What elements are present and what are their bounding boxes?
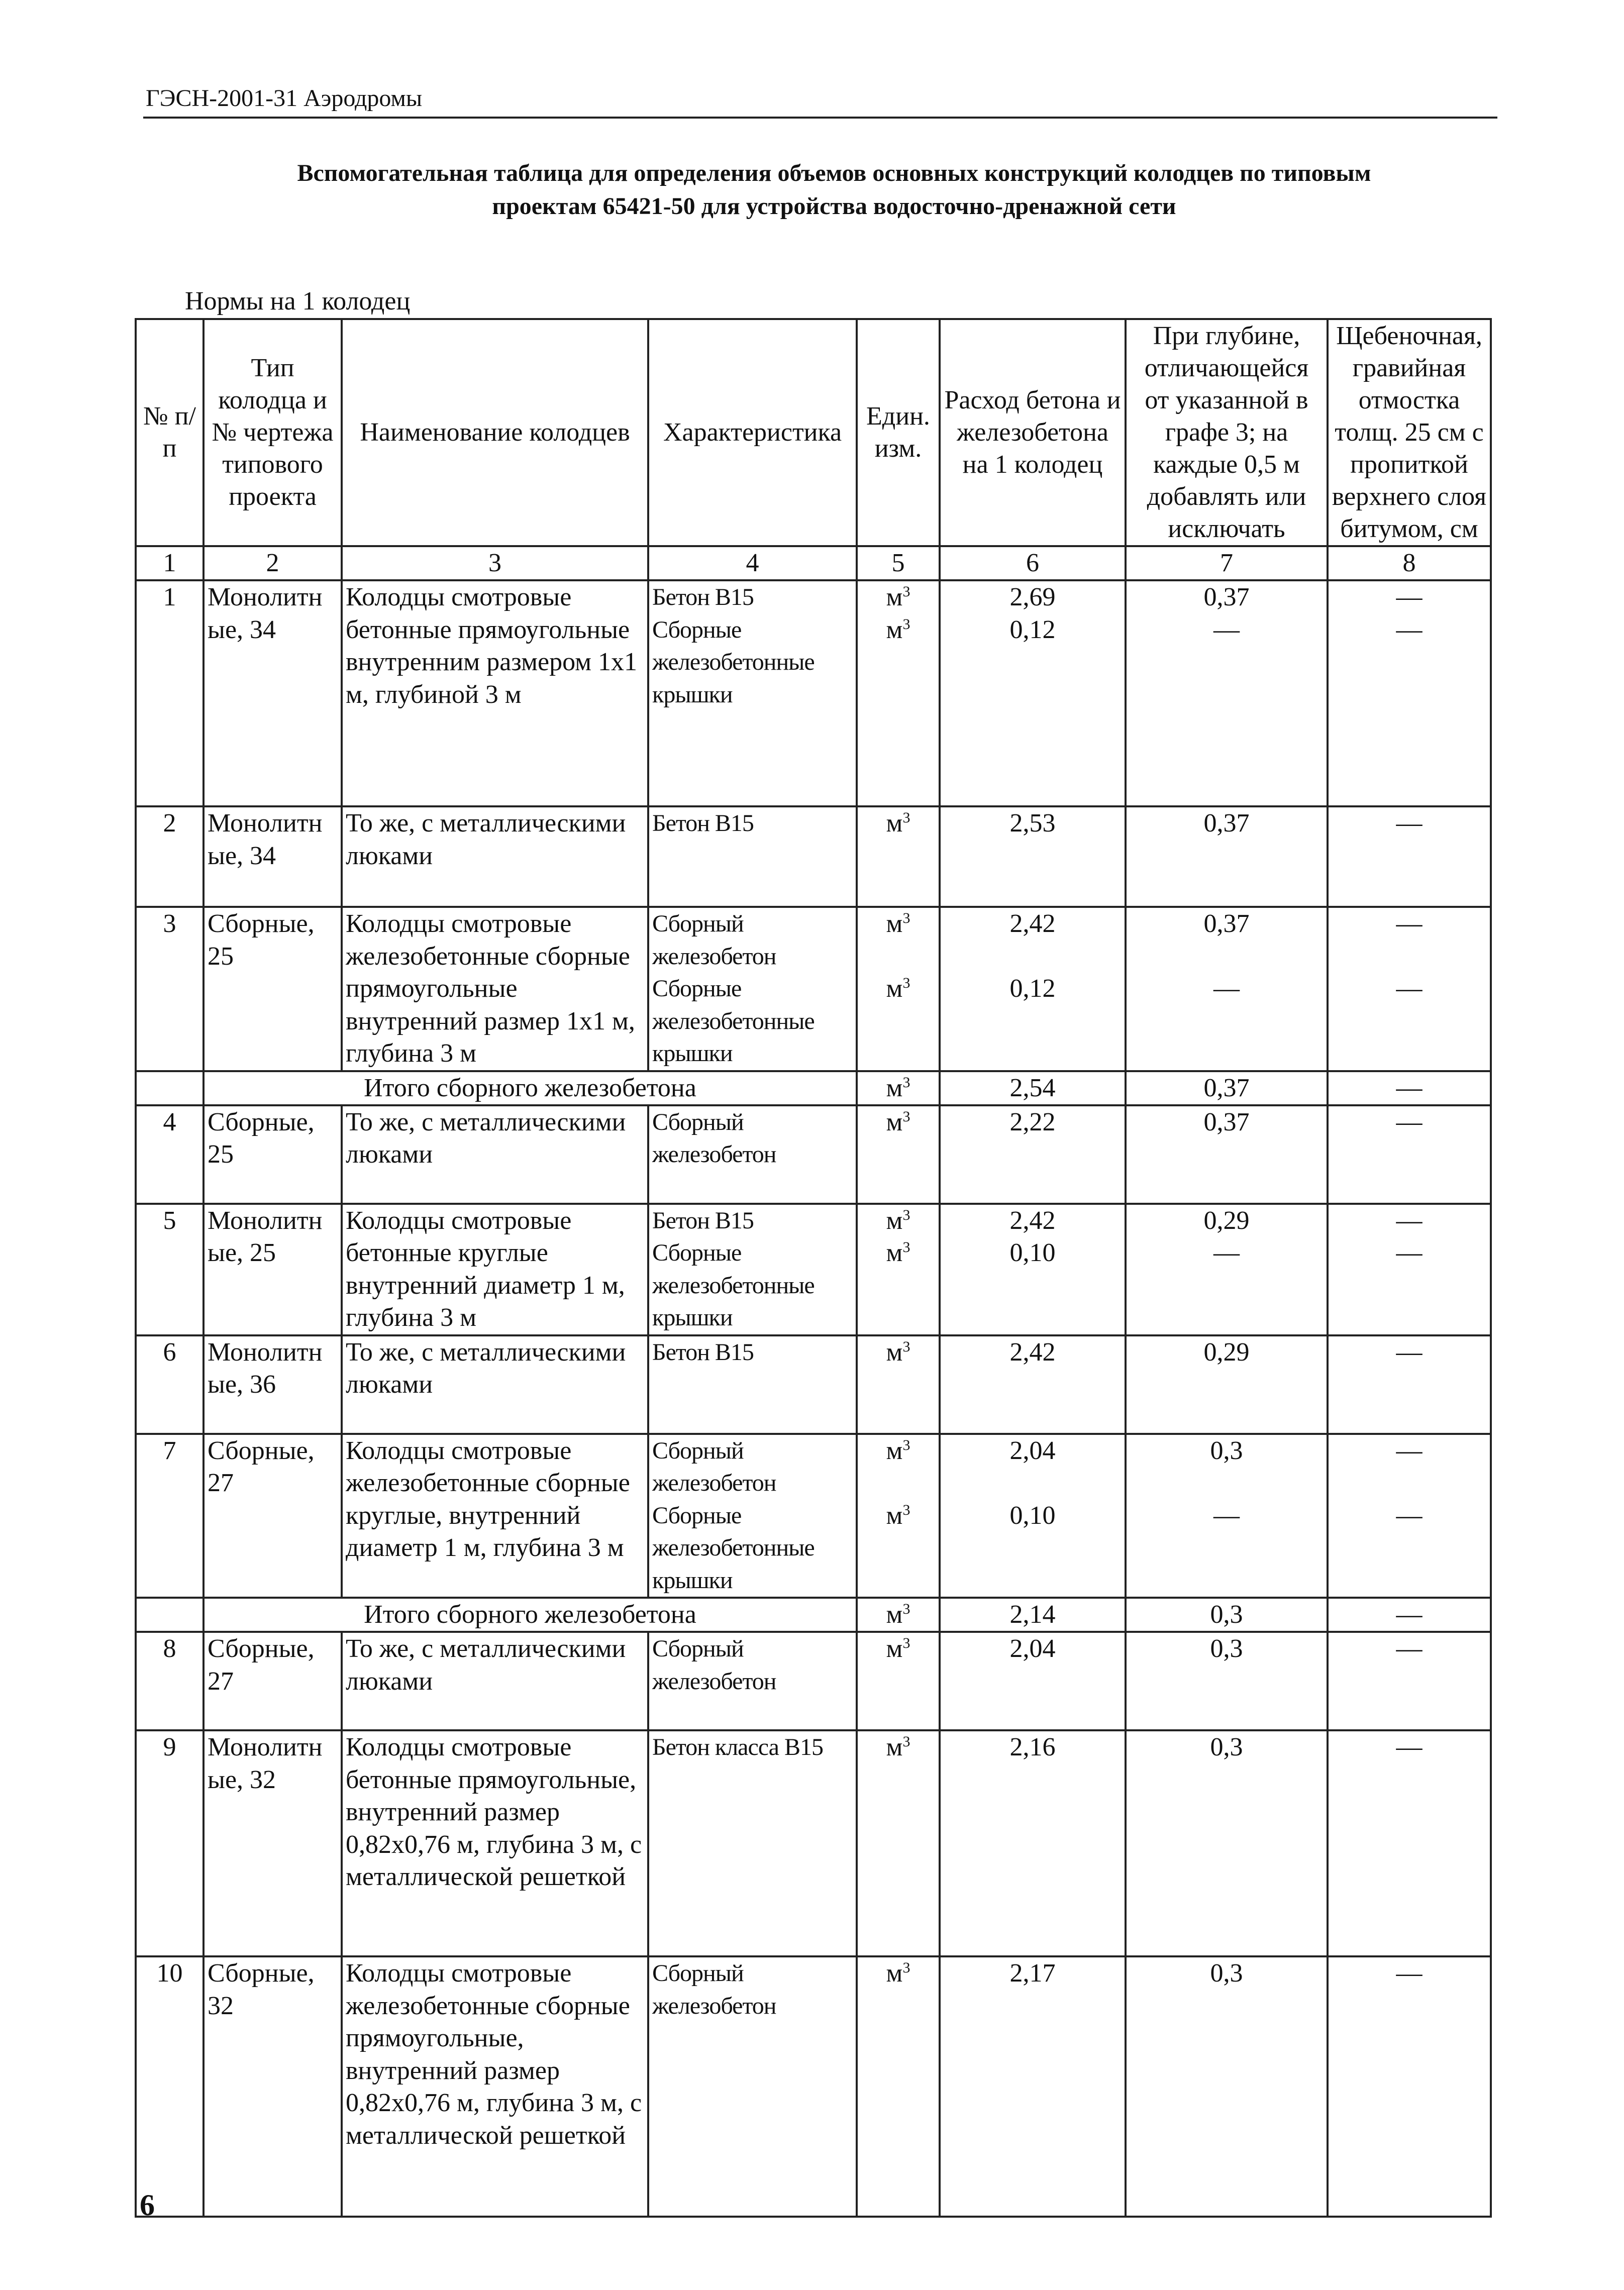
page-number: 6 <box>140 2189 155 2222</box>
unit-text: $м^3$ <box>886 1600 910 1629</box>
characteristic-primary: Бетон В15 <box>652 584 754 610</box>
unit-text: $м^3$ <box>886 1107 910 1136</box>
depth-primary: 0,29 <box>1203 1337 1250 1367</box>
gravel-primary: — <box>1396 583 1423 611</box>
concrete-secondary: 0,10 <box>1009 1501 1056 1530</box>
depth-secondary: — <box>1213 615 1240 644</box>
unit-text: $м^3$ <box>886 615 910 644</box>
concrete-primary: 2,16 <box>1009 1733 1056 1761</box>
unit-text: $м^3$ <box>886 809 910 838</box>
row-type: Монолитн ые, 36 <box>204 1335 342 1434</box>
gravel-value <box>1328 907 1491 1071</box>
table-row <box>136 907 1491 1071</box>
unit-text: $м^3$ <box>886 909 910 938</box>
concrete-value <box>940 806 1126 907</box>
row-type: Монолитн ые, 25 <box>204 1204 342 1335</box>
depth-primary: 0,37 <box>1203 809 1250 838</box>
unit-cell <box>857 1598 940 1632</box>
total-row-num <box>136 1071 204 1105</box>
table-row <box>136 1632 1491 1730</box>
depth-value <box>1126 1204 1328 1335</box>
depth-secondary: — <box>1213 1238 1240 1267</box>
characteristic-primary: Сборный железобетон <box>652 1437 776 1496</box>
unit-text: $м^3$ <box>886 583 910 611</box>
gravel-value <box>1328 1434 1491 1598</box>
row-characteristic <box>648 806 857 907</box>
depth-primary: 0,3 <box>1210 1634 1243 1663</box>
row-name: То же, с металлическими люками <box>342 1335 648 1434</box>
total-label: Итого сборного железобетона <box>204 1598 857 1632</box>
gravel-total: — <box>1328 1598 1491 1632</box>
row-characteristic <box>648 1730 857 1956</box>
header-characteristic: Характеристика <box>648 319 857 546</box>
table-row <box>136 1105 1491 1204</box>
gravel-total: — <box>1328 1071 1491 1105</box>
concrete-primary: 2,42 <box>1009 1206 1056 1235</box>
header-type: Тип колодца и № чертежа типового проекта <box>204 319 342 546</box>
characteristic-primary: Бетон В15 <box>652 1207 754 1234</box>
gravel-value <box>1328 580 1491 806</box>
row-name: Колодцы смотровые железобетонные сборные прямоугольные внутренний размер 1х1 м, глубина 3 м <box>342 907 648 1071</box>
concrete-primary: 2,42 <box>1009 1337 1056 1367</box>
header-rule <box>143 117 1497 119</box>
column-number-row <box>136 546 1491 580</box>
concrete-value <box>940 1632 1126 1730</box>
table-row <box>136 1335 1491 1434</box>
gravel-value <box>1328 806 1491 907</box>
title-line-1: Вспомогательная таблица для определения объемов основных конструкций колодцев по типовым <box>297 160 1371 186</box>
row-characteristic <box>648 1434 857 1598</box>
row-name: Колодцы смотровые бетонные прямоугольные, внутренний размер 0,82х0,76 м, глубина 3 м, с металлической решеткой <box>342 1730 648 1956</box>
column-number: 2 <box>204 546 342 580</box>
row-number: 10 <box>136 1956 204 2217</box>
unit-text: $м^3$ <box>886 1959 910 1988</box>
unit-cell <box>857 1730 940 1956</box>
unit-text: $м^3$ <box>886 1436 910 1465</box>
gravel-value <box>1328 1632 1491 1730</box>
gravel-secondary: — <box>1396 1501 1423 1530</box>
row-type: Сборные, 27 <box>204 1434 342 1598</box>
total-label: Итого сборного железобетона <box>204 1071 857 1105</box>
unit-cell <box>857 1632 940 1730</box>
row-type: Сборные, 25 <box>204 1105 342 1204</box>
concrete-value <box>940 1105 1126 1204</box>
unit-cell <box>857 806 940 907</box>
depth-primary: 0,3 <box>1210 1959 1243 1988</box>
depth-primary: 0,37 <box>1203 1107 1250 1136</box>
depth-value <box>1126 1434 1328 1598</box>
row-name: Колодцы смотровые бетонные круглые внутренний диаметр 1 м, глубина 3 м <box>342 1204 648 1335</box>
column-number: 8 <box>1328 546 1491 580</box>
column-number: 3 <box>342 546 648 580</box>
gravel-primary: — <box>1396 1733 1423 1761</box>
column-number: 7 <box>1126 546 1328 580</box>
unit-cell <box>857 580 940 806</box>
header-gravel: Щебеночная, гравийная отмостка толщ. 25 см с пропиткой верхнего слоя битумом, см <box>1328 319 1491 546</box>
gravel-primary: — <box>1396 1436 1423 1465</box>
running-header: ГЭСН-2001-31 Аэродромы <box>146 85 423 112</box>
total-row <box>136 1598 1491 1632</box>
gravel-value <box>1328 1335 1491 1434</box>
unit-cell <box>857 1335 940 1434</box>
concrete-primary: 2,22 <box>1009 1107 1056 1136</box>
row-type: Монолитн ые, 34 <box>204 806 342 907</box>
unit-cell <box>857 1434 940 1598</box>
gravel-secondary: — <box>1396 1238 1423 1267</box>
concrete-primary: 2,04 <box>1009 1634 1056 1663</box>
concrete-primary: 2,04 <box>1009 1436 1056 1465</box>
concrete-value <box>940 907 1126 1071</box>
gravel-secondary: — <box>1396 974 1423 1003</box>
row-characteristic <box>648 580 857 806</box>
depth-value <box>1126 1335 1328 1434</box>
header-concrete: Расход бетона и железобетона на 1 колодец <box>940 319 1126 546</box>
table-row <box>136 1434 1491 1598</box>
row-name: Колодцы смотровые железобетонные сборные прямоугольные, внутренний размер 0,82х0,76 м, глубина 3 м, с металлической решеткой <box>342 1956 648 2217</box>
column-number: 5 <box>857 546 940 580</box>
row-characteristic <box>648 1105 857 1204</box>
document-title <box>191 157 1477 223</box>
depth-total: 0,3 <box>1126 1598 1328 1632</box>
gravel-primary: — <box>1396 809 1423 838</box>
depth-value <box>1126 806 1328 907</box>
unit-text: $м^3$ <box>886 1337 910 1367</box>
row-name: То же, с металлическими люками <box>342 806 648 907</box>
depth-primary: 0,3 <box>1210 1436 1243 1465</box>
concrete-value <box>940 580 1126 806</box>
depth-value <box>1126 1105 1328 1204</box>
concrete-value <box>940 1204 1126 1335</box>
depth-secondary: — <box>1213 1501 1240 1530</box>
characteristic-secondary: Сборные железобетонные крышки <box>652 616 815 708</box>
total-row-num <box>136 1598 204 1632</box>
row-number: 4 <box>136 1105 204 1204</box>
depth-value <box>1126 1632 1328 1730</box>
gravel-primary: — <box>1396 1337 1423 1367</box>
characteristic-primary: Бетон класса В15 <box>652 1734 823 1760</box>
row-characteristic <box>648 1632 857 1730</box>
column-number: 6 <box>940 546 1126 580</box>
row-name: Колодцы смотровые железобетонные сборные круглые, внутренний диаметр 1 м, глубина 3 м <box>342 1434 648 1598</box>
row-number: 6 <box>136 1335 204 1434</box>
table-row <box>136 1204 1491 1335</box>
header-name: Наименование колодцев <box>342 319 648 546</box>
gravel-value <box>1328 1956 1491 2217</box>
row-characteristic <box>648 1204 857 1335</box>
row-number: 8 <box>136 1632 204 1730</box>
concrete-primary: 2,42 <box>1009 909 1056 938</box>
characteristic-secondary: Сборные железобетонные крышки <box>652 1239 815 1331</box>
depth-primary: 0,37 <box>1203 583 1250 611</box>
characteristic-secondary: Сборные железобетонные крышки <box>652 1502 815 1594</box>
concrete-total: 2,54 <box>940 1071 1126 1105</box>
depth-value <box>1126 907 1328 1071</box>
unit-cell <box>857 907 940 1071</box>
row-name: То же, с металлическими люками <box>342 1632 648 1730</box>
table-row <box>136 580 1491 806</box>
concrete-value <box>940 1434 1126 1598</box>
unit-text: $м^3$ <box>886 1073 910 1102</box>
depth-value <box>1126 580 1328 806</box>
gravel-secondary: — <box>1396 615 1423 644</box>
total-row <box>136 1071 1491 1105</box>
characteristic-primary: Бетон В15 <box>652 810 754 837</box>
concrete-value <box>940 1730 1126 1956</box>
characteristic-primary: Сборный железобетон <box>652 1960 776 2019</box>
row-number: 2 <box>136 806 204 907</box>
unit-cell <box>857 1956 940 2217</box>
row-number: 7 <box>136 1434 204 1598</box>
header-num: № п/п <box>136 319 204 546</box>
row-type: Монолитн ые, 34 <box>204 580 342 806</box>
depth-primary: 0,37 <box>1203 909 1250 938</box>
characteristic-primary: Сборный железобетон <box>652 910 776 970</box>
characteristic-primary: Сборный железобетон <box>652 1635 776 1695</box>
table-row <box>136 806 1491 907</box>
norms-table <box>135 318 1492 2218</box>
depth-total: 0,37 <box>1126 1071 1328 1105</box>
unit-text: $м^3$ <box>886 1733 910 1761</box>
unit-text: $м^3$ <box>886 1634 910 1663</box>
characteristic-primary: Сборный железобетон <box>652 1108 776 1168</box>
gravel-primary: — <box>1396 1959 1423 1988</box>
unit-text: $м^3$ <box>886 1238 910 1267</box>
row-name: Колодцы смотровые бетонные прямоугольные внутренним размером 1х1 м, глубиной 3 м <box>342 580 648 806</box>
unit-text: $м^3$ <box>886 974 910 1003</box>
concrete-primary: 2,17 <box>1009 1959 1056 1988</box>
row-number: 5 <box>136 1204 204 1335</box>
gravel-primary: — <box>1396 1634 1423 1663</box>
unit-cell <box>857 1204 940 1335</box>
header-depth: При глубине, отличающейся от указанной в графе 3; на каждые 0,5 м добавлять или исключать <box>1126 319 1328 546</box>
concrete-secondary: 0,12 <box>1009 615 1056 644</box>
row-characteristic <box>648 907 857 1071</box>
norms-label: Нормы на 1 колодец <box>185 287 411 316</box>
column-number: 4 <box>648 546 857 580</box>
table-row <box>136 1730 1491 1956</box>
row-type: Сборные, 25 <box>204 907 342 1071</box>
gravel-value <box>1328 1105 1491 1204</box>
depth-value <box>1126 1956 1328 2217</box>
unit-cell <box>857 1071 940 1105</box>
characteristic-secondary: Сборные железобетонные крышки <box>652 975 815 1067</box>
concrete-primary: 2,53 <box>1009 809 1056 838</box>
depth-value <box>1126 1730 1328 1956</box>
header-unit: Един. изм. <box>857 319 940 546</box>
row-number: 1 <box>136 580 204 806</box>
unit-cell <box>857 1105 940 1204</box>
concrete-value <box>940 1956 1126 2217</box>
concrete-secondary: 0,10 <box>1009 1238 1056 1267</box>
table-row <box>136 1956 1491 2217</box>
concrete-secondary: 0,12 <box>1009 974 1056 1003</box>
gravel-value <box>1328 1730 1491 1956</box>
concrete-total: 2,14 <box>940 1598 1126 1632</box>
gravel-primary: — <box>1396 1206 1423 1235</box>
row-characteristic <box>648 1956 857 2217</box>
gravel-primary: — <box>1396 1107 1423 1136</box>
row-number: 3 <box>136 907 204 1071</box>
header-row <box>136 319 1491 546</box>
row-number: 9 <box>136 1730 204 1956</box>
concrete-primary: 2,69 <box>1009 583 1056 611</box>
gravel-primary: — <box>1396 909 1423 938</box>
depth-primary: 0,3 <box>1210 1733 1243 1761</box>
row-type: Сборные, 27 <box>204 1632 342 1730</box>
column-number: 1 <box>136 546 204 580</box>
concrete-value <box>940 1335 1126 1434</box>
row-type: Сборные, 32 <box>204 1956 342 2217</box>
row-characteristic <box>648 1335 857 1434</box>
unit-text: $м^3$ <box>886 1501 910 1530</box>
unit-text: $м^3$ <box>886 1206 910 1235</box>
row-name: То же, с металлическими люками <box>342 1105 648 1204</box>
depth-secondary: — <box>1213 974 1240 1003</box>
title-line-2: проектам 65421-50 для устройства водосточно-дренажной сети <box>492 193 1176 220</box>
gravel-value <box>1328 1204 1491 1335</box>
table-body <box>136 580 1491 2217</box>
row-type: Монолитн ые, 32 <box>204 1730 342 1956</box>
characteristic-primary: Бетон В15 <box>652 1338 754 1366</box>
depth-primary: 0,29 <box>1203 1206 1250 1235</box>
